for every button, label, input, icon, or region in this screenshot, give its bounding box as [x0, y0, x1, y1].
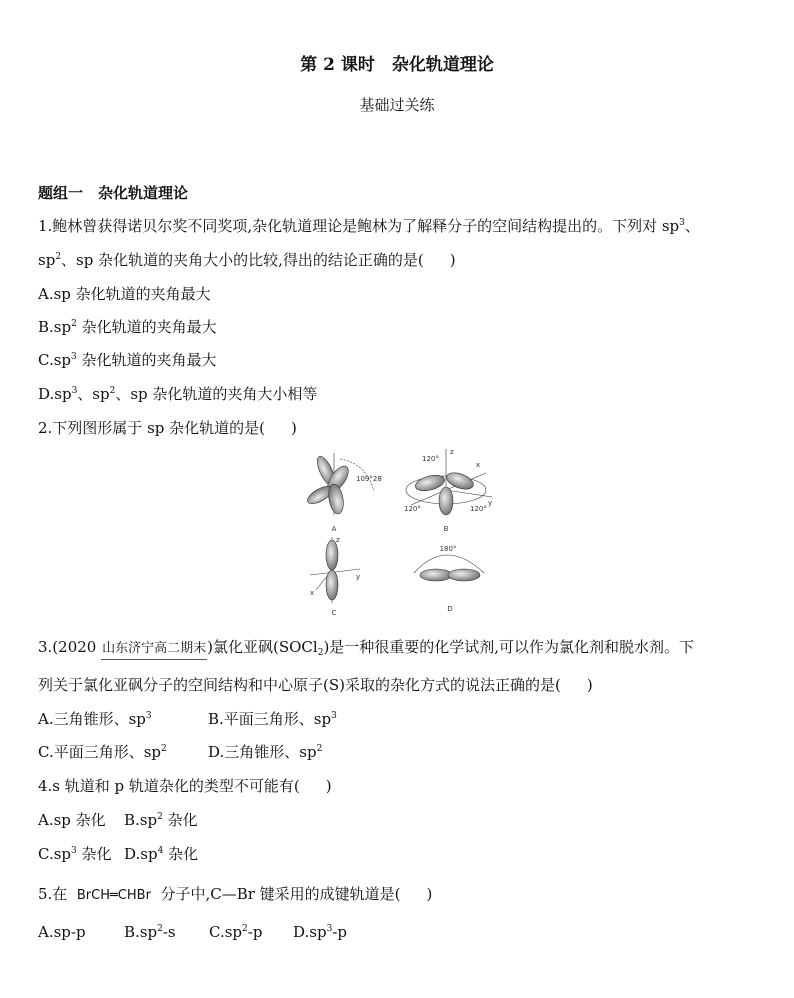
figure-c-label: C	[331, 609, 337, 617]
figure-b-axis-x: x	[476, 461, 481, 469]
q5-option-b: $B.sp^2-s$	[124, 923, 176, 941]
figure-a-label: A	[331, 525, 337, 533]
page-title: 第 2 课时 杂化轨道理论	[300, 55, 494, 75]
q3-option-b: B.平面三角形、$sp^3$	[208, 710, 337, 728]
figure-c-axis-y: y	[356, 573, 361, 581]
figure-a-angle: 109°28′	[356, 475, 384, 483]
q5-molecule-formula: BrCH═CHBr	[76, 888, 151, 903]
q3-option-d: D.三角锥形、$sp^2$	[208, 743, 323, 761]
q3-option-a: A.三角锥形、$sp^3$	[38, 710, 152, 728]
q4-option-a: A.sp 杂化	[38, 811, 106, 829]
figure-c-axis-x: x	[310, 589, 315, 597]
figure-d-sp	[414, 555, 484, 581]
figure-b-angle-1: 120°	[422, 455, 439, 463]
figure-b-angle-2: 120°	[404, 505, 421, 513]
q3-stem-line1: 3.(2020 山东济宁高二期末)氯化亚砜(SOCl$_2$)是一种很重要的化学试剂,可以作为氯化剂和脱水剂。下	[38, 638, 695, 658]
q1-option-d: $D.sp^3$、$sp^2$、sp 杂化轨道的夹角大小相等	[38, 385, 318, 403]
q5-option-c: $C.sp^2-p$	[209, 923, 263, 941]
q4-stem: 4.s 轨道和 p 轨道杂化的类型不可能有( )	[38, 777, 332, 795]
figure-d-label: D	[447, 605, 453, 613]
q1-option-b: $B.sp^2$ 杂化轨道的夹角最大	[38, 318, 217, 336]
figure-b-angle-3: 120°	[470, 505, 487, 513]
q3-stem-line2: 列关于氯化亚砜分子的空间结构和中心原子(S)采取的杂化方式的说法正确的是( )	[38, 676, 593, 694]
q3-option-c: C.平面三角形、$sp^2$	[38, 743, 167, 761]
q5-option-d: $D.sp^3-p$	[293, 923, 347, 941]
q4-option-d: $D.sp^4$ 杂化	[124, 845, 199, 863]
q1-stem-line2: $sp^2$、sp 杂化轨道的夹角大小的比较,得出的结论正确的是( )	[38, 251, 456, 269]
group-heading: 题组一 杂化轨道理论	[38, 184, 189, 202]
q4-option-c: $C.sp^3$ 杂化	[38, 845, 112, 863]
figure-b-label: B	[443, 525, 449, 533]
figure-b-axis-z: z	[450, 448, 454, 456]
figure-c-p-orbital	[310, 537, 360, 603]
figure-a-sp3	[305, 453, 374, 515]
q5-option-a: A.sp-p	[38, 923, 86, 941]
q5-stem: 5.在 BrCH═CHBr 分子中,C—Br 键采用的成键轨道是( )	[38, 885, 433, 903]
figure-d-angle: 180°	[439, 545, 457, 553]
orbital-figure	[296, 445, 496, 620]
page-subtitle: 基础过关练	[359, 96, 435, 114]
q1-option-c: $C.sp^3$ 杂化轨道的夹角最大	[38, 351, 217, 369]
q3-source-note: 山东济宁高二期末	[101, 639, 207, 660]
q1-option-a: A.sp 杂化轨道的夹角最大	[38, 285, 211, 303]
figure-c-axis-z: z	[336, 536, 340, 544]
q1-stem-line1: 1.鲍林曾获得诺贝尔奖不同奖项,杂化轨道理论是鲍林为了解释分子的空间结构提出的。下列对 $sp^3$、	[38, 217, 700, 235]
figure-b-axis-y: y	[488, 499, 493, 507]
q4-option-b: $B.sp^2$ 杂化	[124, 811, 198, 829]
q2-stem: 2.下列图形属于 sp 杂化轨道的是( )	[38, 419, 297, 437]
